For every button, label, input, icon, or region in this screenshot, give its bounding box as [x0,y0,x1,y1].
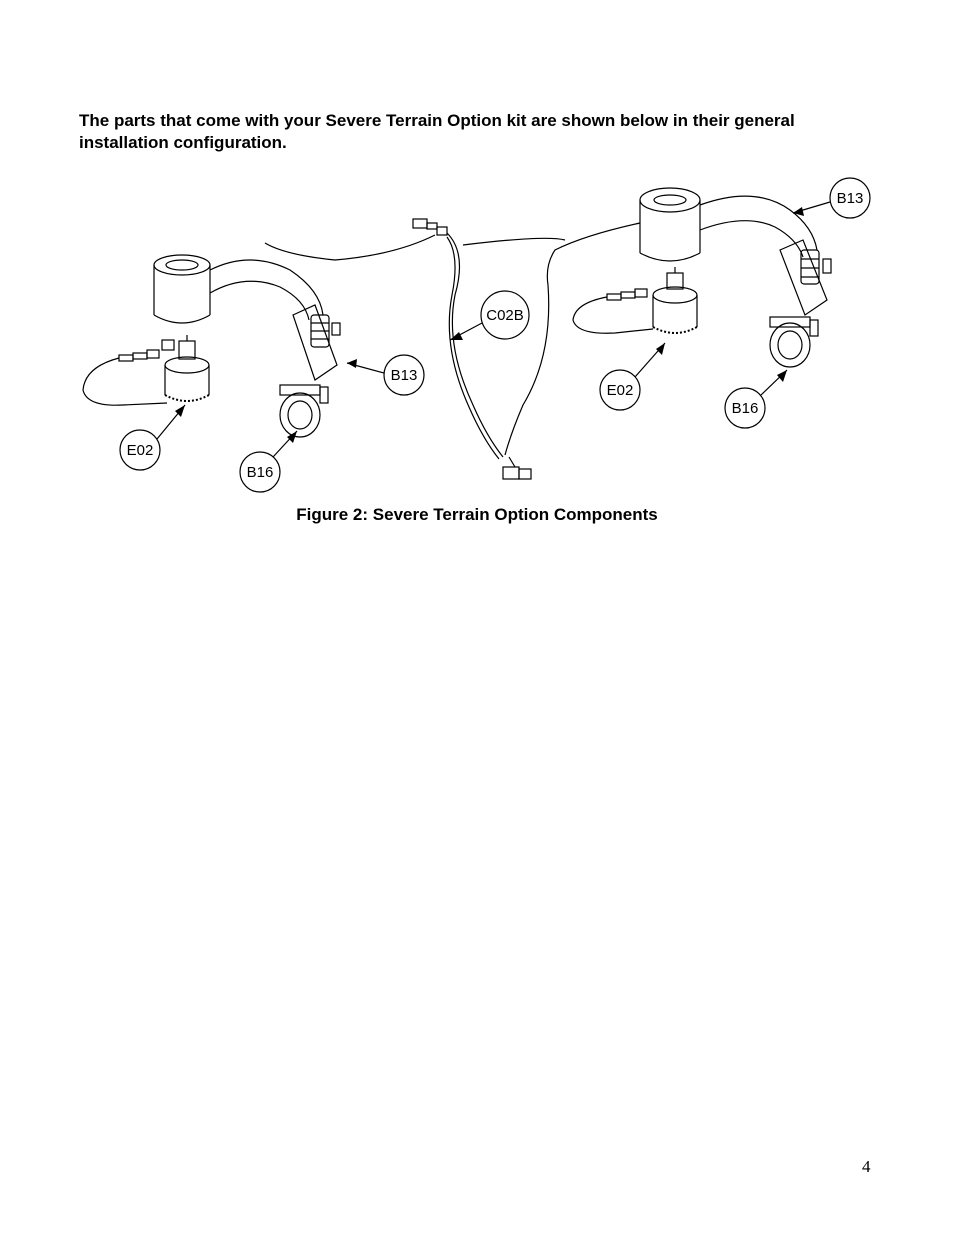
left-assembly [83,255,340,437]
page-number: 4 [862,1157,871,1176]
callout-right-e02 [600,343,665,410]
right-assembly [505,188,831,455]
callout-label: B16 [246,464,274,481]
callout-label: C02B [486,307,524,324]
callout-right-b13 [793,178,870,218]
callout-left-e02 [120,405,185,470]
cable-assembly [265,219,565,479]
callout-label: B16 [731,400,759,417]
callout-left-b13 [347,355,424,395]
callout-label: E02 [126,442,154,459]
callout-label: E02 [606,382,634,399]
callout-cable-c02b [450,291,529,340]
callout-label: B13 [836,190,864,207]
callout-right-b16 [725,370,787,428]
callout-label: B13 [390,367,418,384]
components-figure [75,175,875,500]
components-drawing [75,175,875,500]
figure-caption: Figure 2: Severe Terrain Option Components [296,505,658,524]
intro-paragraph: The parts that come with your Severe Terrain Option kit are shown below in their general installation configuration. [79,111,795,152]
callout-left-b16 [240,431,297,492]
